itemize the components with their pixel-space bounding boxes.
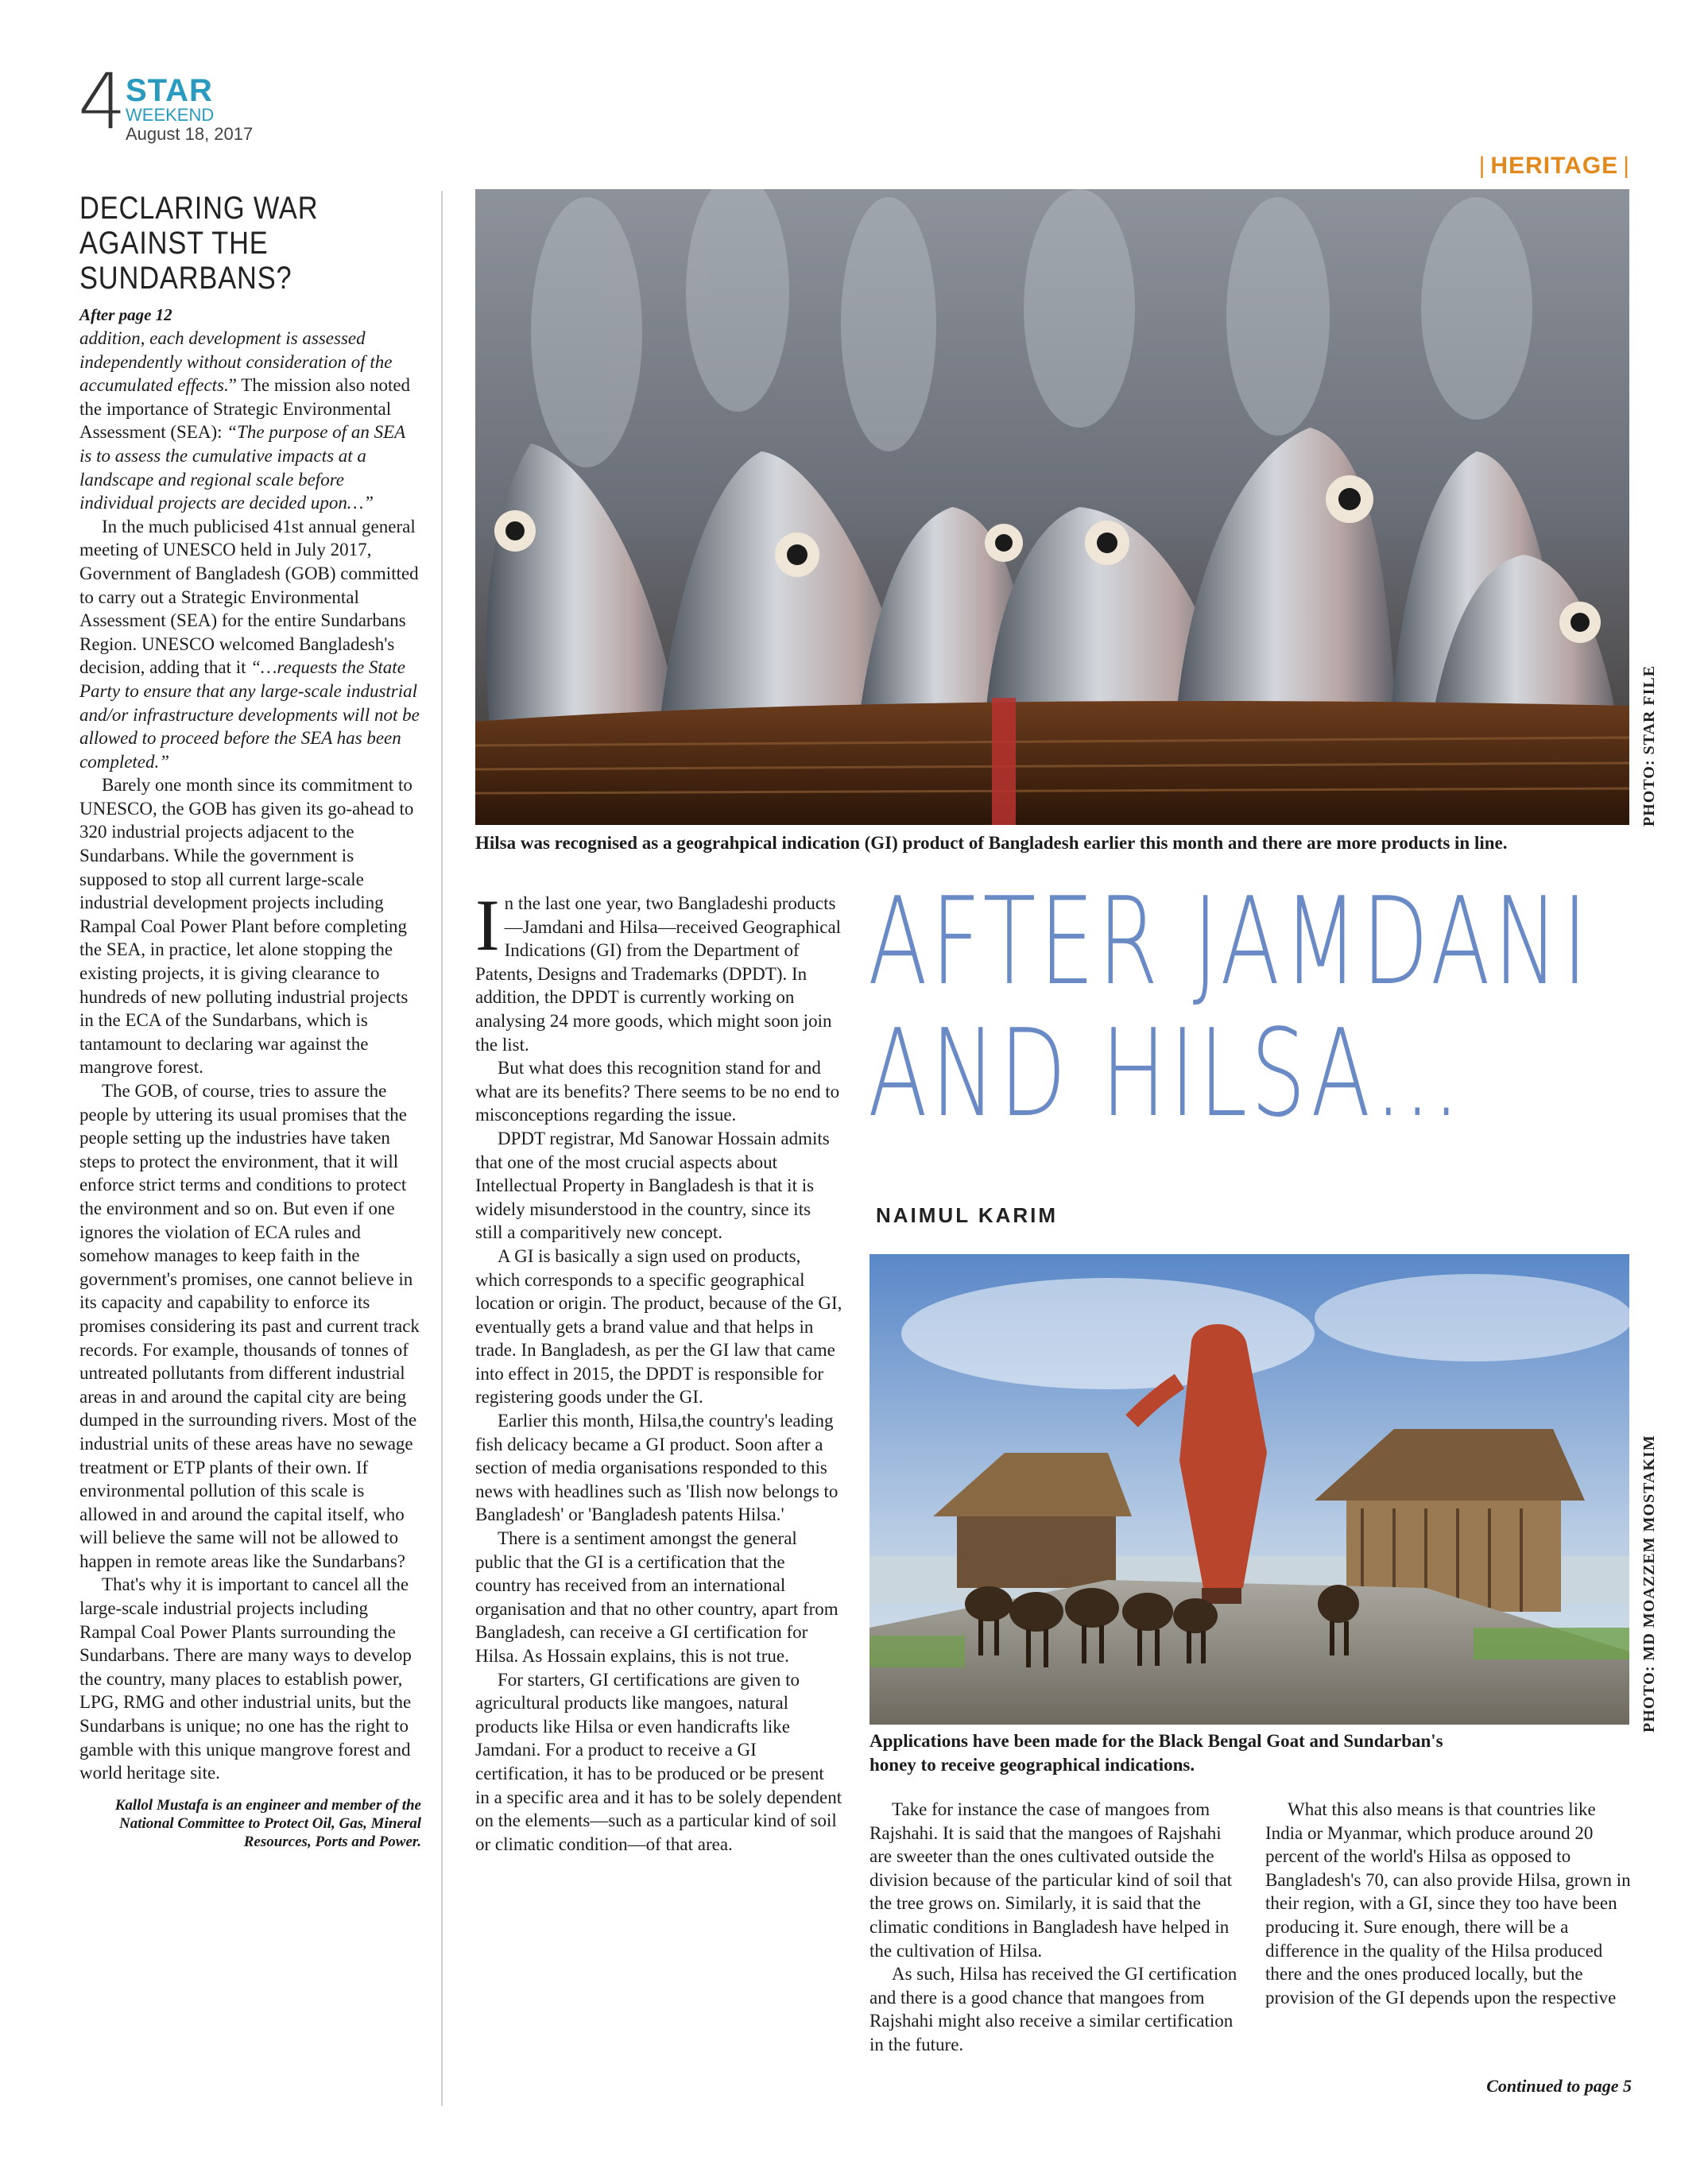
main-article-column-1 <box>475 885 842 2108</box>
paragraph: That's why it is important to cancel all the large-scale industrial projects including Rampal Coal Power Plants surrounding the Sundarbans. There are many ways to develop the country, many places to establish power, LPG, RMG and other industrial units, but the Sundarbans is unique; no one has the right to gamble with this unique mangrove forest and world heritage site. <box>79 1574 412 1783</box>
hilsa-fish-image <box>475 189 1629 825</box>
text: In the much publicised 41st annual general meeting of UNESCO held in July 2017, Government of Bangladesh (GOB) committed to carry out a Strategic Environmental Assessment (SEA) for the entire Sundarbans Region. UNESCO welcomed Bangladesh's decision, adding that it <box>79 516 419 678</box>
hilsa-photo <box>475 189 1629 825</box>
author-byline: NAIMUL KARIM <box>876 1203 1059 1227</box>
jump-line: After page 12 <box>79 305 172 324</box>
goat-photo-credit: PHOTO: MD MOAZZEM MOSTAKIM <box>1640 1435 1658 1733</box>
left-article-title: DECLARING WAR AGAINST THE SUNDARBANS? <box>79 191 319 296</box>
hilsa-photo-caption: Hilsa was recognised as a geograhpical indication (GI) product of Bangladesh earlier this month and there are more products in line. <box>475 833 1508 853</box>
edition-label: WEEKEND <box>126 105 215 125</box>
paragraph: What this also means is that countries like India or Myanmar, which produce around 20 percent of the world's Hilsa as opposed to Bangladesh's 70, can also provide Hilsa, grown in their region, with a GI, since they too have been producing it. Sure enough, there will be a difference in the quality of the Hilsa produced there and the ones produced locally, but the provision of the GI depends upon the respective <box>1265 1799 1631 2008</box>
main-headline <box>868 871 1591 1144</box>
paragraph: There is a sentiment amongst the general public that the GI is a certification that the country has received from an international organisation and that no other country, apart from Bangladesh, can receive a GI certification for Hilsa. As Hossain explains, this is not true. <box>475 1528 839 1666</box>
dropcap: I <box>475 885 500 966</box>
issue-date: August 18, 2017 <box>126 124 254 144</box>
section-tag-label: HERITAGE <box>1490 153 1619 179</box>
headline-line-2: AND HILSA… <box>868 1003 1465 1144</box>
goat-photo <box>869 1254 1629 1725</box>
main-article-column-3 <box>1265 1798 1631 2009</box>
goat-herder-image <box>869 1254 1629 1725</box>
page-number: 4 <box>78 57 127 146</box>
paragraph: But what does this recognition stand for and what are its benefits? There seems to be no end to misconceptions regarding the issue. <box>475 1058 840 1125</box>
quote: addition, each development is assessed independently without consideration of the accumulated effects. <box>79 328 393 396</box>
text: ” The mission also noted the importance of Strategic Environmental Assessment (SEA): <box>79 375 411 443</box>
paragraph: Barely one month since its commitment to UNESCO, the GOB has given its go-ahead to 320 industrial projects adjacent to the Sundarbans. While the government is supposed to stop all current large-scale industrial development projects including Rampal Coal Power Plant before completing the SEA, in practice, let alone stopping the existing projects, it is giving clearance to hundreds of new polluting industrial projects in the ECA of the Sundarbans, which is tantamount to declaring war against the mangrove forest. <box>79 775 414 1078</box>
masthead <box>78 57 285 153</box>
quote: “The purpose of an SEA is to assess the cumulative impacts at a landscape and regional scale before individual projects are decided upon…” <box>79 422 405 513</box>
paragraph: For starters, GI certifications are given to agricultural products like mangoes, natural products like Hilsa or even handicrafts like Jamdani. For a product to receive a GI certification, it has to be produced or be present in a specific area and it has to be solely dependent on the elements—such as a particular kind of soil or climatic condition—of that area. <box>475 1669 842 1854</box>
paragraph <box>475 885 842 1056</box>
main-article-column-2 <box>869 1798 1238 2057</box>
hilsa-photo-credit: PHOTO: STAR FILE <box>1640 664 1658 827</box>
text: n the last one year, two Bangladeshi products—Jamdani and Hilsa—received Geographical Indications (GI) from the Department of Patents, Designs and Trademarks (DPDT). In addition, the DPDT is currently working on analysing 24 more goods, which might soon join the list. <box>475 893 842 1055</box>
paragraph: Earlier this month, Hilsa,the country's leading fish delicacy became a GI product. Soon after a section of media organisations responded to this news with headlines such as 'Ilish now belongs to Bangladesh' or 'Bangladesh patents Hilsa.' <box>475 1411 839 1525</box>
paragraph: Take for instance the case of mangoes from Rajshahi. It is said that the mangoes of Rajshahi are sweeter than the ones cultivated outside the division because of the particular kind of soil that the tree grows on. Similarly, it is said that the climatic conditions in Bangladesh have helped in the cultivation of Hilsa. <box>869 1799 1233 1961</box>
goat-photo-caption: Applications have been made for the Black Bengal Goat and Sundarban's honey to receive geographical indications. <box>869 1731 1443 1775</box>
paragraph <box>79 515 421 774</box>
column-rule <box>441 191 443 2106</box>
left-article <box>79 191 421 2082</box>
headline-line-1: AFTER JAMDANI <box>868 871 1591 1012</box>
paragraph: DPDT registrar, Md Sanowar Hossain admits that one of the most crucial aspects about Intellectual Property in Bangladesh is that it is widely misunderstood in the country, since its still a comparitively new concept. <box>475 1128 830 1243</box>
paragraph: As such, Hilsa has received the GI certification and there is a good chance that mangoes from Rajshahi might also receive a similar certification in the future. <box>869 1964 1237 2054</box>
continued-jump: Continued to page 5 <box>1486 2076 1632 2096</box>
section-tag: | HERITAGE | <box>1478 153 1630 179</box>
paragraph: A GI is basically a sign used on products, which corresponds to a specific geographical location or origin. The product, because of the GI, eventually gets a brand value and that helps in trade. In Bangladesh, as per the GI law that came into effect in 2015, the DPDT is responsible for registering goods under the GI. <box>475 1245 842 1408</box>
author-note: Kallol Mustafa is an engineer and member of the National Committee to Protect Oil, Gas, Mineral Resources, Ports and Power. <box>114 1796 421 1850</box>
paragraph <box>79 327 421 515</box>
paragraph: The GOB, of course, tries to assure the people by uttering its usual promises that the people setting up the industries have taken steps to protect the environment, that it will enforce strict terms and conditions to protect the environment and so on. But even if one ignores the violation of ECA rules and somehow manages to keep faith in the government's promises, one cannot believe in its capacity and capability to enforce its promises considering its past and current track records. For example, thousands of tonnes of untreated pollutants from different industrial areas in and around the capital city are being dumped in the surrounding rivers. Most of the industrial units of these areas have no sewage treatment or ETP plants of their own. If environmental pollution of this scale is allowed in and around the capital itself, who will believe the same will not be allowed to happen in remote areas like the Sundarbans? <box>79 1081 420 1571</box>
quote: “…requests the State Party to ensure that any large-scale industrial and/or infrastructure developments will not be allowed to proceed before the SEA has been completed.” <box>79 657 420 772</box>
brand-logo: STAR <box>126 73 213 108</box>
left-article-body <box>79 327 421 1785</box>
